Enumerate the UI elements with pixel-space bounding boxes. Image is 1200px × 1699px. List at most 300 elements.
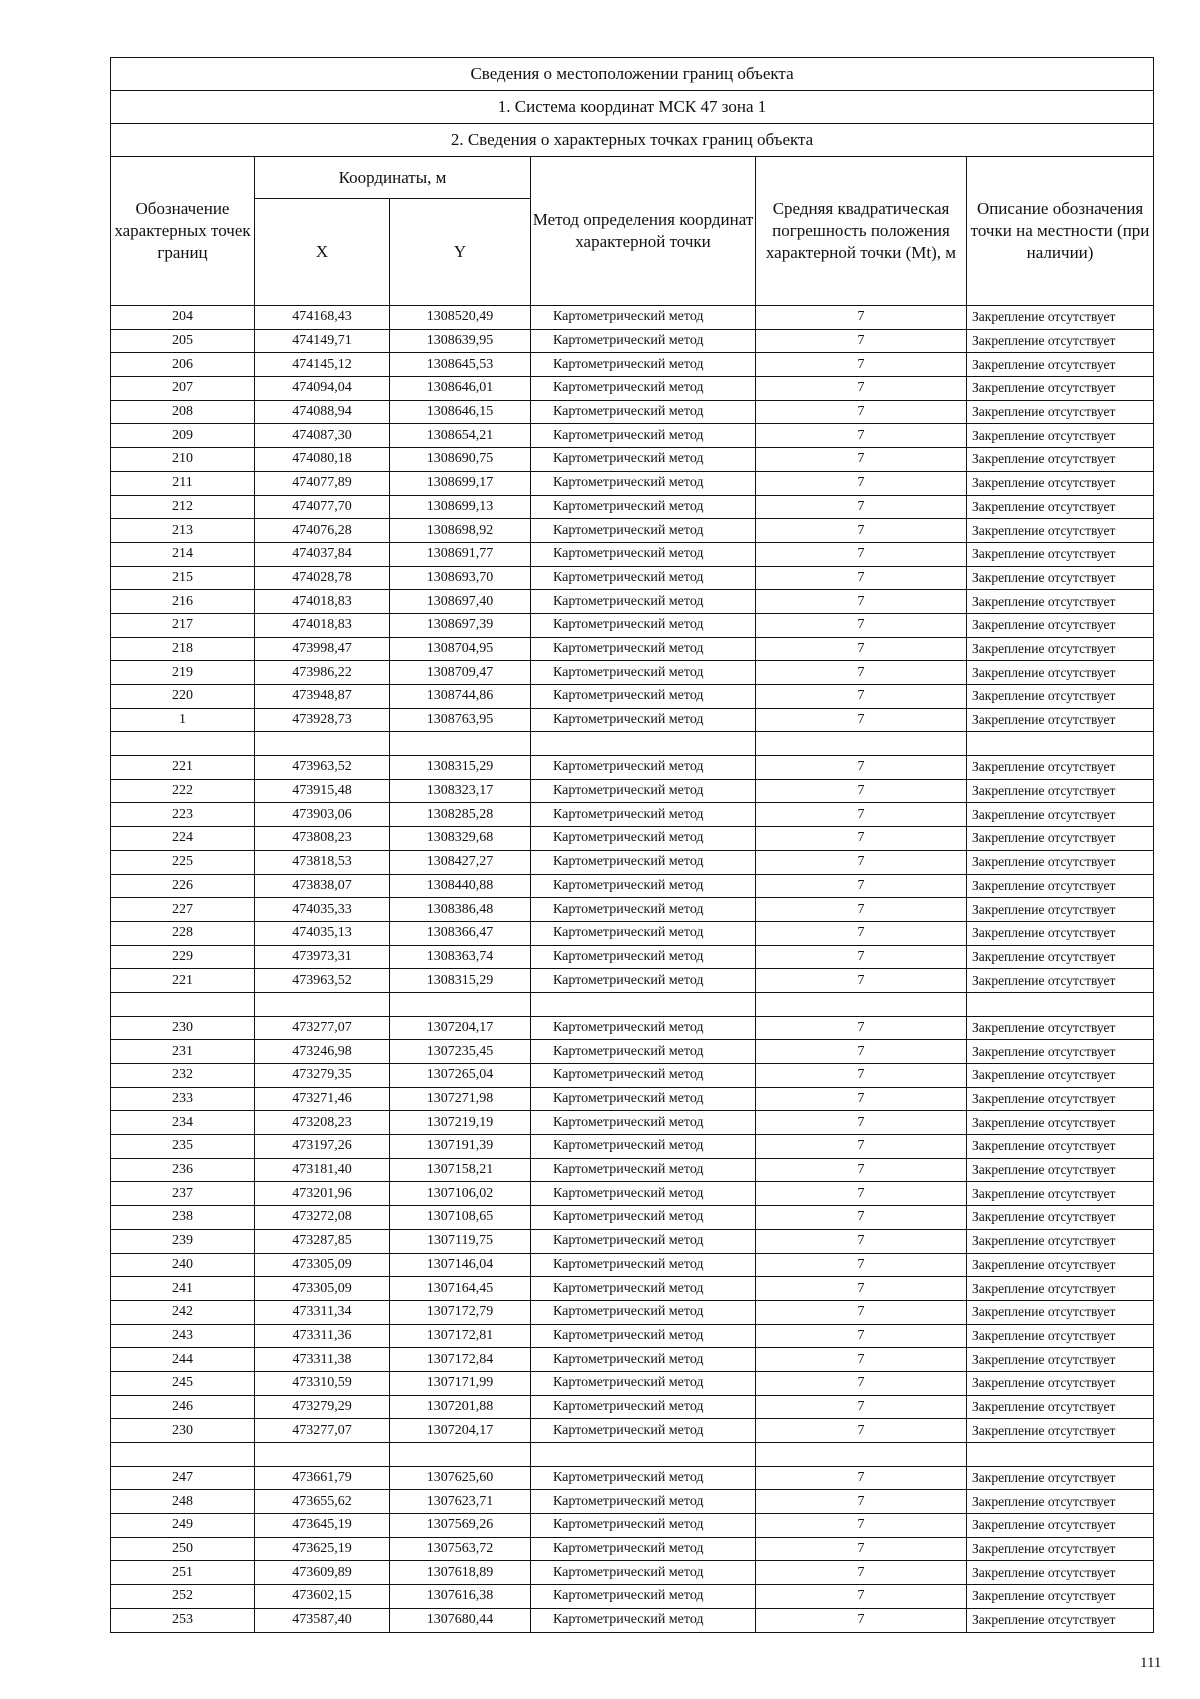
error-cell: 7: [756, 661, 967, 685]
method-cell: Картометрический метод: [531, 827, 756, 851]
error-cell: 7: [756, 1537, 967, 1561]
method-cell: Картометрический метод: [531, 329, 756, 353]
table-row: [111, 495, 1154, 519]
method-cell: Картометрический метод: [531, 495, 756, 519]
x-cell: 473661,79: [255, 1466, 390, 1490]
point-cell: 217: [111, 613, 255, 637]
point-cell: 244: [111, 1348, 255, 1372]
y-cell: 1308366,47: [390, 921, 531, 945]
y-cell: 1307119,75: [390, 1229, 531, 1253]
y-cell: 1307235,45: [390, 1040, 531, 1064]
x-cell: 473973,31: [255, 945, 390, 969]
error-cell: 7: [756, 566, 967, 590]
method-cell: Картометрический метод: [531, 637, 756, 661]
table-row: [111, 613, 1154, 637]
table-row: [111, 1135, 1154, 1159]
point-cell: 241: [111, 1277, 255, 1301]
x-cell: 474080,18: [255, 448, 390, 472]
table-row: [111, 708, 1154, 732]
y-cell: 1308646,01: [390, 377, 531, 401]
method-cell: Картометрический метод: [531, 1253, 756, 1277]
x-cell: 473998,47: [255, 637, 390, 661]
method-cell: Картометрический метод: [531, 1324, 756, 1348]
desc-cell: Закрепление отсутствует: [967, 329, 1154, 353]
method-cell: Картометрический метод: [531, 1608, 756, 1632]
desc-cell: Закрепление отсутствует: [967, 613, 1154, 637]
y-cell: 1307680,44: [390, 1608, 531, 1632]
desc-cell: Закрепление отсутствует: [967, 1371, 1154, 1395]
error-cell: 7: [756, 1324, 967, 1348]
y-cell: 1308646,15: [390, 400, 531, 424]
method-cell: Картометрический метод: [531, 685, 756, 709]
point-cell: 211: [111, 471, 255, 495]
point-cell: 242: [111, 1300, 255, 1324]
method-cell: Картометрический метод: [531, 1371, 756, 1395]
error-cell: 7: [756, 1419, 967, 1443]
y-cell: 1308693,70: [390, 566, 531, 590]
x-cell: 473208,23: [255, 1111, 390, 1135]
point-cell: [111, 1443, 255, 1467]
method-cell: Картометрический метод: [531, 756, 756, 780]
y-cell: 1307106,02: [390, 1182, 531, 1206]
x-cell: 473903,06: [255, 803, 390, 827]
x-cell: 474028,78: [255, 566, 390, 590]
point-cell: 236: [111, 1158, 255, 1182]
y-cell: 1308386,48: [390, 898, 531, 922]
method-cell: Картометрический метод: [531, 448, 756, 472]
error-cell: 7: [756, 921, 967, 945]
table-row: [111, 898, 1154, 922]
desc-cell: Закрепление отсутствует: [967, 1466, 1154, 1490]
table-row: [111, 353, 1154, 377]
table-row: [111, 874, 1154, 898]
error-cell: 7: [756, 850, 967, 874]
point-cell: 229: [111, 945, 255, 969]
x-cell: 473279,35: [255, 1064, 390, 1088]
desc-cell: Закрепление отсутствует: [967, 921, 1154, 945]
y-cell: 1307204,17: [390, 1419, 531, 1443]
desc-cell: Закрепление отсутствует: [967, 779, 1154, 803]
table-row: [111, 400, 1154, 424]
y-cell: [390, 1443, 531, 1467]
x-cell: 473287,85: [255, 1229, 390, 1253]
table-row: [111, 661, 1154, 685]
x-cell: 473311,36: [255, 1324, 390, 1348]
error-cell: 7: [756, 1040, 967, 1064]
table-row: [111, 945, 1154, 969]
table-row: [111, 1371, 1154, 1395]
method-cell: Картометрический метод: [531, 1419, 756, 1443]
table-row: [111, 1324, 1154, 1348]
point-cell: 240: [111, 1253, 255, 1277]
y-cell: 1308329,68: [390, 827, 531, 851]
x-cell: 473602,15: [255, 1585, 390, 1609]
desc-cell: Закрепление отсутствует: [967, 1229, 1154, 1253]
desc-cell: Закрепление отсутствует: [967, 495, 1154, 519]
error-cell: 7: [756, 519, 967, 543]
point-cell: 247: [111, 1466, 255, 1490]
y-cell: 1307616,38: [390, 1585, 531, 1609]
point-cell: 209: [111, 424, 255, 448]
desc-cell: Закрепление отсутствует: [967, 661, 1154, 685]
table-row: [111, 756, 1154, 780]
point-cell: 208: [111, 400, 255, 424]
point-cell: 238: [111, 1206, 255, 1230]
method-cell: Картометрический метод: [531, 1229, 756, 1253]
desc-cell: Закрепление отсутствует: [967, 1040, 1154, 1064]
method-cell: Картометрический метод: [531, 1300, 756, 1324]
col-desc-header: Описание обозначения точки на местности (при наличии): [967, 157, 1154, 306]
method-cell: Картометрический метод: [531, 613, 756, 637]
y-cell: 1308440,88: [390, 874, 531, 898]
table-row: [111, 1206, 1154, 1230]
table-row: [111, 685, 1154, 709]
table-row: [111, 424, 1154, 448]
y-cell: 1308744,86: [390, 685, 531, 709]
desc-cell: Закрепление отсутствует: [967, 1324, 1154, 1348]
y-cell: 1307191,39: [390, 1135, 531, 1159]
y-cell: 1308654,21: [390, 424, 531, 448]
x-cell: 473197,26: [255, 1135, 390, 1159]
desc-cell: Закрепление отсутствует: [967, 306, 1154, 330]
desc-cell: Закрепление отсутствует: [967, 424, 1154, 448]
error-cell: 7: [756, 306, 967, 330]
point-cell: 223: [111, 803, 255, 827]
table-row: [111, 306, 1154, 330]
y-cell: 1307623,71: [390, 1490, 531, 1514]
x-cell: 473181,40: [255, 1158, 390, 1182]
y-cell: 1308699,13: [390, 495, 531, 519]
boundary-points-table: [110, 57, 1154, 1633]
point-cell: 212: [111, 495, 255, 519]
table-row: [111, 1064, 1154, 1088]
desc-cell: Закрепление отсутствует: [967, 874, 1154, 898]
desc-cell: Закрепление отсутствует: [967, 353, 1154, 377]
error-cell: 7: [756, 495, 967, 519]
x-cell: 473310,59: [255, 1371, 390, 1395]
desc-cell: Закрепление отсутствует: [967, 1111, 1154, 1135]
x-cell: 473271,46: [255, 1087, 390, 1111]
table-row: [111, 779, 1154, 803]
error-cell: [756, 1443, 967, 1467]
point-cell: 220: [111, 685, 255, 709]
point-cell: 228: [111, 921, 255, 945]
y-cell: [390, 732, 531, 756]
point-cell: 232: [111, 1064, 255, 1088]
y-cell: 1307164,45: [390, 1277, 531, 1301]
error-cell: 7: [756, 685, 967, 709]
method-cell: Картометрический метод: [531, 921, 756, 945]
desc-cell: Закрепление отсутствует: [967, 1561, 1154, 1585]
x-cell: 473609,89: [255, 1561, 390, 1585]
method-cell: Картометрический метод: [531, 708, 756, 732]
method-cell: Картометрический метод: [531, 1087, 756, 1111]
point-cell: 1: [111, 708, 255, 732]
x-cell: 474077,89: [255, 471, 390, 495]
y-cell: [390, 992, 531, 1016]
y-cell: 1308323,17: [390, 779, 531, 803]
table-row: [111, 1087, 1154, 1111]
error-cell: 7: [756, 1608, 967, 1632]
error-cell: 7: [756, 1514, 967, 1538]
desc-cell: Закрепление отсутствует: [967, 400, 1154, 424]
method-cell: Картометрический метод: [531, 661, 756, 685]
point-cell: 250: [111, 1537, 255, 1561]
desc-cell: [967, 1443, 1154, 1467]
error-cell: 7: [756, 756, 967, 780]
point-cell: 226: [111, 874, 255, 898]
x-cell: 473277,07: [255, 1419, 390, 1443]
point-cell: 215: [111, 566, 255, 590]
y-cell: 1307171,99: [390, 1371, 531, 1395]
method-cell: Картометрический метод: [531, 779, 756, 803]
error-cell: 7: [756, 1158, 967, 1182]
x-cell: 473311,38: [255, 1348, 390, 1372]
x-cell: 474035,33: [255, 898, 390, 922]
separator-row: [111, 992, 1154, 1016]
x-cell: 473305,09: [255, 1253, 390, 1277]
desc-cell: Закрепление отсутствует: [967, 1135, 1154, 1159]
table-row: [111, 377, 1154, 401]
table-row: [111, 1608, 1154, 1632]
error-cell: 7: [756, 1371, 967, 1395]
y-cell: 1307569,26: [390, 1514, 531, 1538]
x-cell: 473272,08: [255, 1206, 390, 1230]
point-cell: 222: [111, 779, 255, 803]
y-cell: 1308639,95: [390, 329, 531, 353]
point-cell: 239: [111, 1229, 255, 1253]
desc-cell: Закрепление отсутствует: [967, 1514, 1154, 1538]
table-row: [111, 1158, 1154, 1182]
y-cell: 1307146,04: [390, 1253, 531, 1277]
table-row: [111, 1395, 1154, 1419]
y-cell: 1308691,77: [390, 542, 531, 566]
desc-cell: Закрепление отсутствует: [967, 590, 1154, 614]
method-cell: Картометрический метод: [531, 1182, 756, 1206]
y-cell: 1307625,60: [390, 1466, 531, 1490]
method-cell: Картометрический метод: [531, 1490, 756, 1514]
x-cell: 474145,12: [255, 353, 390, 377]
error-cell: 7: [756, 1300, 967, 1324]
error-cell: 7: [756, 1490, 967, 1514]
desc-cell: Закрепление отсутствует: [967, 898, 1154, 922]
y-cell: 1308363,74: [390, 945, 531, 969]
error-cell: [756, 992, 967, 1016]
x-cell: 474035,13: [255, 921, 390, 945]
method-cell: Картометрический метод: [531, 1561, 756, 1585]
x-cell: 473915,48: [255, 779, 390, 803]
desc-cell: Закрепление отсутствует: [967, 1585, 1154, 1609]
error-cell: 7: [756, 1135, 967, 1159]
separator-row: [111, 732, 1154, 756]
error-cell: 7: [756, 898, 967, 922]
desc-cell: Закрепление отсутствует: [967, 1182, 1154, 1206]
desc-cell: Закрепление отсутствует: [967, 756, 1154, 780]
method-cell: Картометрический метод: [531, 1348, 756, 1372]
method-cell: Картометрический метод: [531, 1585, 756, 1609]
method-cell: Картометрический метод: [531, 1277, 756, 1301]
point-cell: 243: [111, 1324, 255, 1348]
separator-row: [111, 1443, 1154, 1467]
desc-cell: Закрепление отсутствует: [967, 850, 1154, 874]
point-cell: 230: [111, 1016, 255, 1040]
desc-cell: Закрепление отсутствует: [967, 1277, 1154, 1301]
x-cell: 473838,07: [255, 874, 390, 898]
x-cell: 473986,22: [255, 661, 390, 685]
method-cell: Картометрический метод: [531, 542, 756, 566]
method-cell: Картометрический метод: [531, 471, 756, 495]
desc-cell: Закрепление отсутствует: [967, 969, 1154, 993]
method-cell: Картометрический метод: [531, 1537, 756, 1561]
col-coords-header: Координаты, м: [255, 157, 531, 199]
desc-cell: Закрепление отсутствует: [967, 1348, 1154, 1372]
desc-cell: [967, 992, 1154, 1016]
point-cell: 205: [111, 329, 255, 353]
table-row: [111, 542, 1154, 566]
y-cell: 1307204,17: [390, 1016, 531, 1040]
page-number: 111: [1140, 1655, 1162, 1671]
error-cell: 7: [756, 708, 967, 732]
desc-cell: Закрепление отсутствует: [967, 1206, 1154, 1230]
desc-cell: Закрепление отсутствует: [967, 1419, 1154, 1443]
error-cell: 7: [756, 1087, 967, 1111]
x-cell: 473963,52: [255, 969, 390, 993]
desc-cell: Закрепление отсутствует: [967, 1608, 1154, 1632]
point-cell: 219: [111, 661, 255, 685]
col-x-header: X: [255, 199, 390, 306]
method-cell: Картометрический метод: [531, 945, 756, 969]
error-cell: 7: [756, 1111, 967, 1135]
x-cell: 474088,94: [255, 400, 390, 424]
x-cell: 474076,28: [255, 519, 390, 543]
table-row: [111, 1514, 1154, 1538]
desc-cell: Закрепление отсутствует: [967, 1253, 1154, 1277]
desc-cell: Закрепление отсутствует: [967, 1158, 1154, 1182]
y-cell: 1308697,40: [390, 590, 531, 614]
method-cell: Картометрический метод: [531, 590, 756, 614]
x-cell: 473587,40: [255, 1608, 390, 1632]
x-cell: 474037,84: [255, 542, 390, 566]
error-cell: 7: [756, 637, 967, 661]
table-row: [111, 1229, 1154, 1253]
y-cell: 1307158,21: [390, 1158, 531, 1182]
y-cell: 1308704,95: [390, 637, 531, 661]
y-cell: 1308699,17: [390, 471, 531, 495]
error-cell: 7: [756, 400, 967, 424]
desc-cell: Закрепление отсутствует: [967, 448, 1154, 472]
error-cell: 7: [756, 1585, 967, 1609]
y-cell: 1307172,81: [390, 1324, 531, 1348]
error-cell: 7: [756, 874, 967, 898]
x-cell: 473305,09: [255, 1277, 390, 1301]
error-cell: [756, 732, 967, 756]
desc-cell: Закрепление отсутствует: [967, 566, 1154, 590]
error-cell: 7: [756, 779, 967, 803]
table-row: [111, 471, 1154, 495]
y-cell: 1307219,19: [390, 1111, 531, 1135]
x-cell: 474087,30: [255, 424, 390, 448]
x-cell: 473625,19: [255, 1537, 390, 1561]
y-cell: 1308520,49: [390, 306, 531, 330]
x-cell: 474018,83: [255, 590, 390, 614]
table-row: [111, 448, 1154, 472]
x-cell: 474018,83: [255, 613, 390, 637]
x-cell: 473818,53: [255, 850, 390, 874]
point-cell: 206: [111, 353, 255, 377]
table-row: [111, 1253, 1154, 1277]
y-cell: 1307201,88: [390, 1395, 531, 1419]
method-cell: Картометрический метод: [531, 306, 756, 330]
method-cell: [531, 1443, 756, 1467]
y-cell: 1308645,53: [390, 353, 531, 377]
table-row: [111, 1277, 1154, 1301]
y-cell: 1308427,27: [390, 850, 531, 874]
point-cell: 245: [111, 1371, 255, 1395]
point-cell: 230: [111, 1419, 255, 1443]
col-point-header: Обозначение характерных точек границ: [111, 157, 255, 306]
col-error-header: Средняя квадратическая погрешность положения характерной точки (Mt), м: [756, 157, 967, 306]
point-cell: 221: [111, 756, 255, 780]
x-cell: 474077,70: [255, 495, 390, 519]
table-row: [111, 1182, 1154, 1206]
error-cell: 7: [756, 1016, 967, 1040]
table-row: [111, 566, 1154, 590]
desc-cell: Закрепление отсутствует: [967, 1300, 1154, 1324]
point-cell: 225: [111, 850, 255, 874]
x-cell: [255, 992, 390, 1016]
y-cell: 1307265,04: [390, 1064, 531, 1088]
error-cell: 7: [756, 471, 967, 495]
table-row: [111, 803, 1154, 827]
x-cell: [255, 1443, 390, 1467]
x-cell: 473279,29: [255, 1395, 390, 1419]
table-row: [111, 1300, 1154, 1324]
table-row: [111, 921, 1154, 945]
coordinate-system: 1. Система координат МСК 47 зона 1: [111, 91, 1154, 124]
error-cell: 7: [756, 1206, 967, 1230]
method-cell: [531, 732, 756, 756]
method-cell: Картометрический метод: [531, 898, 756, 922]
method-cell: Картометрический метод: [531, 1514, 756, 1538]
error-cell: 7: [756, 424, 967, 448]
table-title: Сведения о местоположении границ объекта: [111, 58, 1154, 91]
error-cell: 7: [756, 590, 967, 614]
table-row: [111, 1466, 1154, 1490]
table-row: [111, 590, 1154, 614]
x-cell: [255, 732, 390, 756]
point-cell: 213: [111, 519, 255, 543]
col-method-header: Метод определения координат характерной точки: [531, 157, 756, 306]
desc-cell: Закрепление отсутствует: [967, 637, 1154, 661]
y-cell: 1308690,75: [390, 448, 531, 472]
method-cell: Картометрический метод: [531, 803, 756, 827]
desc-cell: Закрепление отсутствует: [967, 519, 1154, 543]
table-row: [111, 1348, 1154, 1372]
method-cell: Картометрический метод: [531, 1111, 756, 1135]
error-cell: 7: [756, 1064, 967, 1088]
point-cell: 248: [111, 1490, 255, 1514]
method-cell: Картометрический метод: [531, 400, 756, 424]
x-cell: 473948,87: [255, 685, 390, 709]
method-cell: Картометрический метод: [531, 566, 756, 590]
point-cell: 237: [111, 1182, 255, 1206]
x-cell: 473201,96: [255, 1182, 390, 1206]
error-cell: 7: [756, 1348, 967, 1372]
error-cell: 7: [756, 1229, 967, 1253]
point-cell: 218: [111, 637, 255, 661]
point-cell: 249: [111, 1514, 255, 1538]
error-cell: 7: [756, 969, 967, 993]
